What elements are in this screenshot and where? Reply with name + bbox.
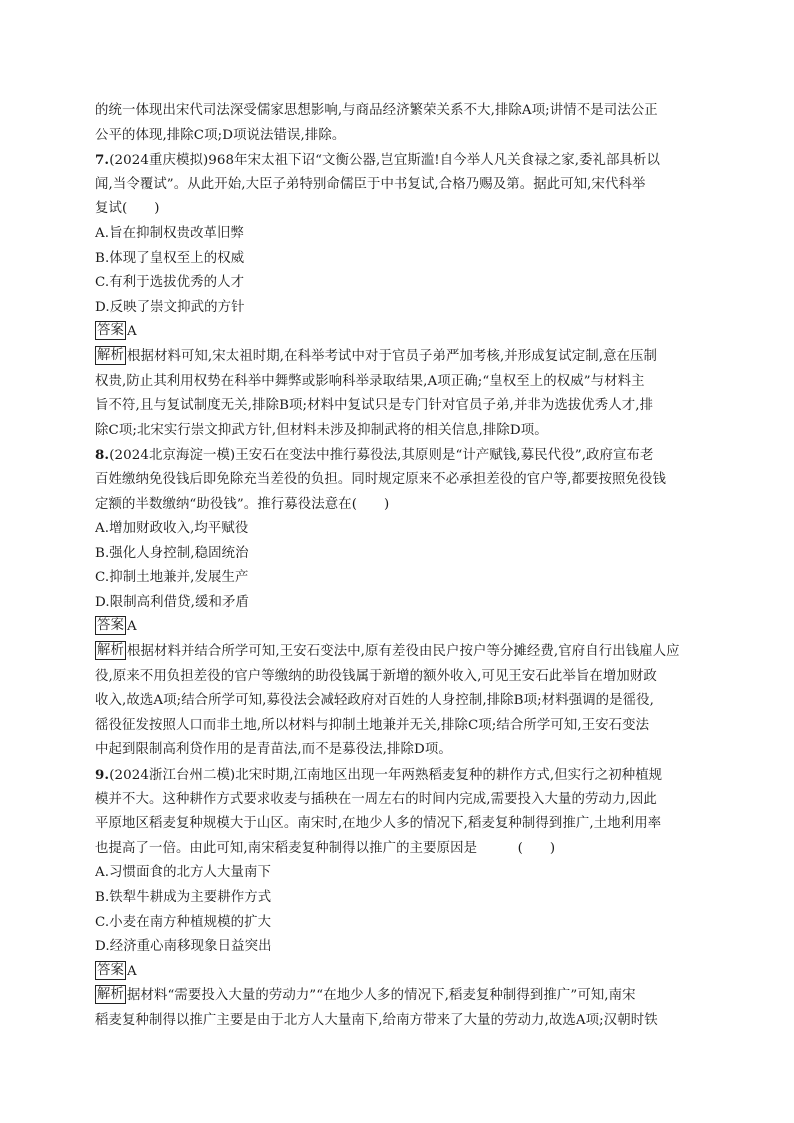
line-text: B.体现了皇权至上的权威 [95,250,245,266]
line-text: 闻,当令覆试”。从此开始,大臣子弟特别命儒臣于中书复试,合格乃赐及第。据此可知,宋代科举 [95,176,646,192]
text-line [95,419,705,444]
analysis-tag: 解析 [97,643,124,659]
line-text: 百姓缴纳免役钱后即免除充当差役的负担。同时规定原来不必承担差役的官户等,都要按照免役钱 [95,471,666,487]
text-line [95,861,705,886]
line-text: B.铁犁牛耕成为主要耕作方式 [95,890,272,905]
text-line [95,935,705,960]
text-line [95,148,705,173]
text-line [95,493,705,518]
text-line [95,173,705,198]
line-text: 徭役征发按照人口而非土地,所以材料与抑制土地兼并无关,排除C项;结合所学可知,王安石变法 [95,717,650,733]
line-text: A [126,619,137,635]
line-text: A.旨在抑制权贵改革旧弊 [95,225,245,241]
question-number: 9. [95,767,110,784]
line-text: 根据材料并结合所学可知,王安石变法中,原有差役由民户按户等分摊经费,官府自行出钱雇人应 [126,644,680,660]
line-text: (2024重庆模拟)968年宋太祖下诏“文衡公器,岂宜斯滥!自今举人凡关食禄之家,委礼部具析以 [109,153,660,169]
text-line [95,812,705,837]
text-line [95,124,705,149]
text-line [95,640,705,665]
text-line [95,468,705,493]
line-text: D.反映了崇文抑武的方针 [95,299,245,315]
line-text: B.强化人身控制,稳固统治 [95,545,249,561]
line-text: C.小麦在南方种植规模的扩大 [95,914,272,930]
line-text: 收入,故选A项;结合所学可知,募役法会减轻政府对百姓的人身控制,排除B项;材料强调的是徭役, [95,693,654,709]
question-number: 7. [95,152,110,169]
answer-tag: 答案 [97,323,124,339]
text-line [95,837,705,862]
text-line [95,517,705,542]
line-text: C.抑制土地兼并,发展生产 [95,570,249,586]
line-text: 定额的半数缴纳“助役钱”。推行募役法意在( ) [95,496,390,512]
text-line [95,788,705,813]
text-line [95,714,705,739]
line-text: 中起到限制高利贷作用的是青苗法,而不是募役法,排除D项。 [95,742,452,758]
document-page [95,99,705,1034]
line-text: D.经济重心南移现象日益突出 [95,939,272,955]
text-line [95,886,705,911]
text-line [95,320,705,345]
text-line [95,197,705,222]
text-line [95,763,705,788]
text-line [95,960,705,985]
answer-tag: 答案 [97,962,124,978]
line-text: A.习惯面食的北方人大量南下 [95,865,272,881]
text-line [95,615,705,640]
text-line [95,443,705,468]
line-text: A [126,324,137,340]
line-text: 旨不符,且与复试制度无关,排除B项;材料中复试只是专门针对官员子弟,并非为选拔优秀人才,排 [95,398,654,414]
text-line [95,247,705,272]
text-line [95,1009,705,1034]
line-text: D.限制高利借贷,缓和矛盾 [95,594,249,610]
line-text: 据材料“需要投入大量的劳动力”“在地少人多的情况下,稻麦复种制得到推广”可知,南宋 [126,988,636,1004]
line-text: 也提高了一倍。由此可知,南宋稻麦复种制得以推广的主要原因是 ( ) [95,840,556,856]
line-text: 根据材料可知,宋太祖时期,在科举考试中对于官员子弟严加考核,并形成复试定制,意在压制 [126,348,658,364]
line-text: 除C项;北宋实行崇文抑武方针,但材料未涉及抑制武将的相关信息,排除D项。 [95,422,548,438]
text-line [95,99,705,124]
line-text: 权贵,防止其利用权势在科举中舞弊或影响科举录取结果,A项正确;“皇权至上的权威”与材料主 [95,373,645,389]
text-line [95,984,705,1009]
text-line [95,296,705,321]
line-text: (2024浙江台州二模)北宋时期,江南地区出现一年两熟稻麦复种的耕作方式,但实行之初种植规 [109,768,663,784]
text-line [95,566,705,591]
text-line [95,665,705,690]
text-line [95,345,705,370]
line-text: A.增加财政收入,均平赋役 [95,521,249,537]
text-line [95,542,705,567]
analysis-tag: 解析 [97,987,124,1003]
text-line [95,394,705,419]
answer-tag: 答案 [97,618,124,634]
text-line [95,222,705,247]
line-text: 役,原来不用负担差役的官户等缴纳的助役钱属于新增的额外收入,可见王安石此举旨在增加财政 [95,668,657,684]
question-number: 8. [95,447,110,464]
line-text: 的统一体现出宋代司法深受儒家思想影响,与商品经济繁荣关系不大,排除A项;讲情不是司法公正 [95,103,658,118]
line-text: 稻麦复种制得以推广主要是由于北方人大量南下,给南方带来了大量的劳动力,故选A项;汉朝时铁 [95,1012,658,1028]
line-text: C.有利于选拔优秀的人才 [95,275,245,291]
line-text: A [126,963,137,979]
text-line [95,738,705,763]
analysis-tag: 解析 [97,347,124,363]
line-text: (2024北京海淀一模)王安石在变法中推行募役法,其原则是“计产赋钱,募民代役”,政府宣布老 [109,448,654,464]
text-line [95,591,705,616]
line-text: 复试( ) [95,201,160,217]
text-line [95,271,705,296]
line-text: 平原地区稻麦复种规模大于山区。南宋时,在地少人多的情况下,稻麦复种制得到推广,土地利用率 [95,816,662,832]
line-text: 公平的体现,排除C项;D项说法错误,排除。 [95,127,346,143]
text-line [95,911,705,936]
text-line [95,370,705,395]
line-text: 模并不大。这种耕作方式要求收麦与插秧在一周左右的时间内完成,需要投入大量的劳动力,因此 [95,791,657,807]
text-line [95,689,705,714]
